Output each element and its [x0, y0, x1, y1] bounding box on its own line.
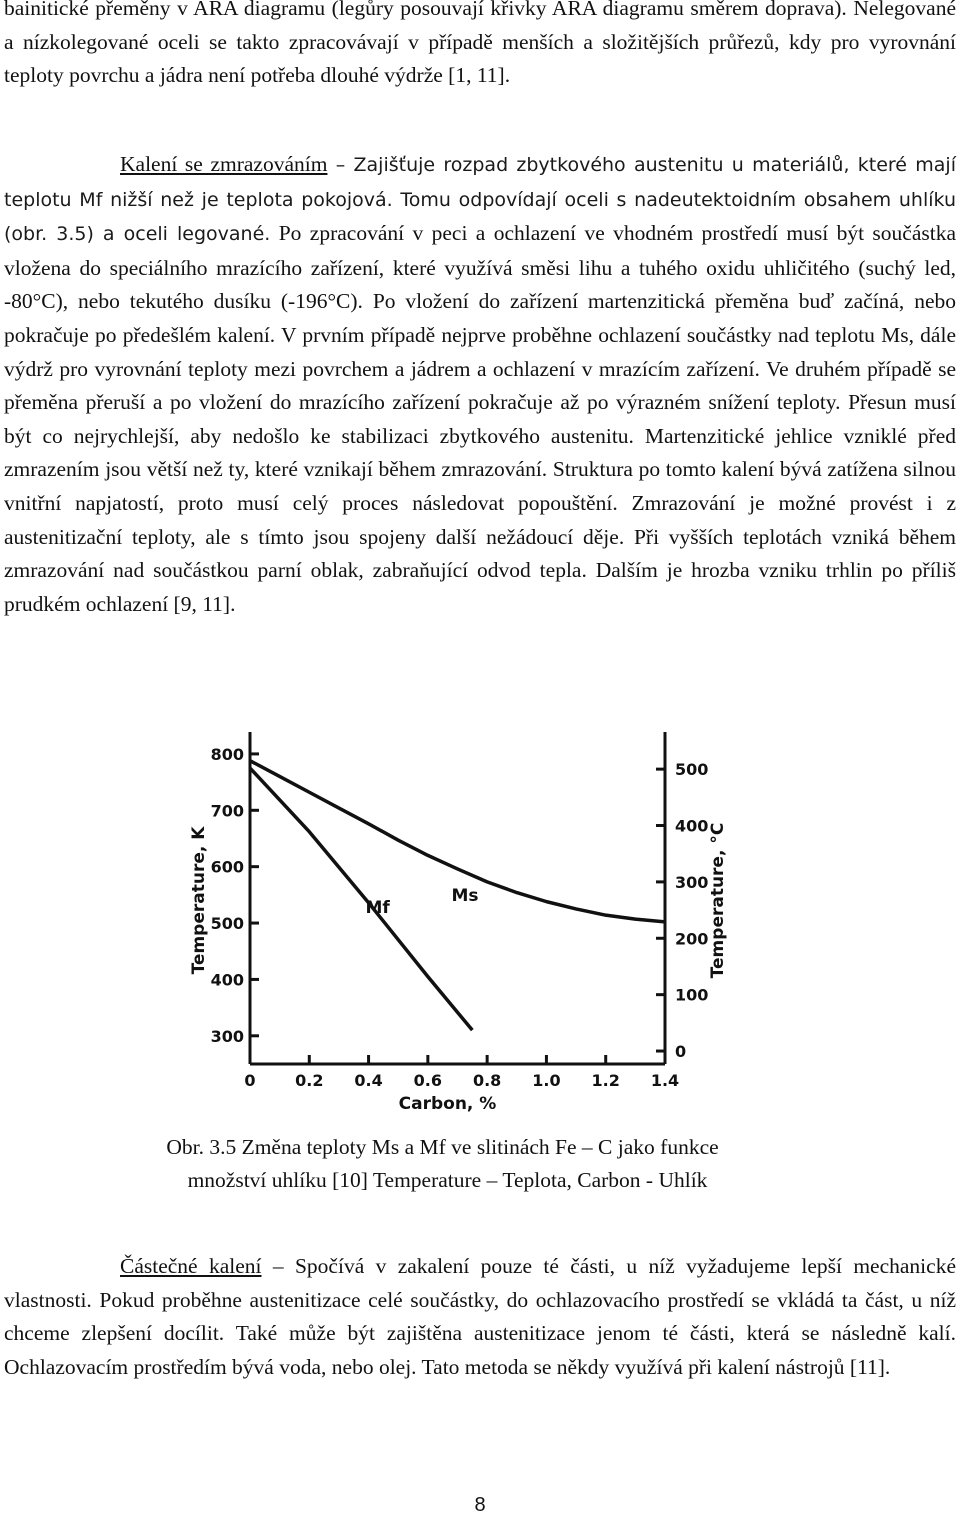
bottom-tick-label: 0.2 — [295, 1071, 324, 1090]
y-axis-left-title: Temperature, K — [189, 826, 209, 975]
series-label-mf: Mf — [365, 897, 390, 918]
left-tick-label: 700 — [210, 801, 244, 821]
section-title-freeze-hardening: Kalení se zmrazováním — [120, 152, 328, 176]
bottom-tick-label: 1.0 — [532, 1071, 561, 1090]
paragraph-partial-hardening — [4, 1250, 956, 1384]
left-tick-label: 300 — [210, 1026, 244, 1046]
bottom-tick-label: 1.4 — [650, 1071, 680, 1090]
bottom-tick-label: 0.8 — [472, 1071, 502, 1090]
y-axis-right-title: Temperature, °C — [708, 822, 728, 979]
right-tick-label: 0 — [675, 1042, 687, 1062]
left-tick-label: 800 — [210, 744, 244, 764]
paragraph-freeze-serif-part: Po zpracování v peci a ochlazení ve vhodném prostředí musí být součástka vložena do speciálního mrazícího zařízení, které využívá směsi lihu a tuhého oxidu uhličitého (suchý led, -80°C), nebo tekutého dusíku (-196°C). Po vložení do zařízení martenzitická přeměna buď začíná, nebo pokračuje po předešlém kalení. V prvním případě nejprve proběhne ochlazení součástky nad teplotu Ms, dále výdrž pro vyrovnání teploty mezi povrchem a jádrem a ochlazení v mrazícím zařízení. Ve druhém případě se přeměna přeruší a po vložení do mrazícího zařízení pokračuje až po výrazném snížení teploty. Přesun musí být co nejrychlejší, aby nedošlo ke stabilizaci zbytkového austenitu. Martenzitické jehlice vzniklé před zmrazením jsou větší než ty, které vznikají během zmrazování. Struktura po tomto kalení bývá zatížena silnou vnitřní napjatostí, proto musí celý proces následovat popouštění. Zmrazování je možné provést i z austenitizační teploty, ale s tímto jsou spojeny další nežádoucí děje. Při vyšších teplotách vzniká během zmrazování nad součástkou parní oblak, zabraňující odvod tepla. Dalším je hrozba vzniku trhlin po příliš prudkém ochlazení [9, 11]. — [4, 221, 957, 616]
figure-caption-line1: Obr. 3.5 Změna teploty Ms a Mf ve slitinách Fe – C jako funkce — [166, 1135, 719, 1159]
paragraph-freeze-sans-part: – Zajišťuje rozpad zbytkového austenitu u materiálů, které mají teplotu Mf nižší než je teplota pokojová. Tomu odpovídají oceli s nadeutektoidním obsahem uhlíku (obr. 3.5) a oceli legované. — [4, 154, 956, 246]
series-label-ms: Ms — [451, 885, 479, 906]
section-title-partial-hardening: Částečné kalení — [120, 1254, 262, 1278]
bottom-tick-label: 0.4 — [354, 1071, 383, 1090]
right-tick-label: 400 — [675, 816, 709, 836]
bottom-tick-label: 0.6 — [413, 1071, 443, 1090]
chart-svg — [180, 712, 728, 1122]
bottom-tick-label: 0 — [244, 1071, 256, 1090]
paragraph-partial-rest: – Spočívá v zakalení pouze té části, u níž vyžadujeme lepší mechanické vlastnosti. Pokud proběhne austenitizace celé součástky, do ochlazovacího prostředí se vkládá ta část, u níž chceme zlepšení docílit. Také může být zajištěna austenitizace jenom té části, která se následně kalí. Ochlazovacím prostředím bývá voda, nebo olej. Tato metoda se někdy využívá při kalení nástrojů [11]. — [4, 1254, 956, 1379]
bottom-tick-label: 1.2 — [591, 1071, 620, 1090]
page-number: 8 — [474, 1494, 486, 1516]
series-line-mf — [250, 768, 472, 1030]
right-tick-label: 200 — [675, 929, 709, 949]
left-tick-label: 400 — [210, 970, 244, 990]
paragraph-freeze-hardening — [4, 148, 956, 621]
right-tick-label: 100 — [675, 985, 709, 1005]
paragraph-intro: bainitické přeměny v ARA diagramu (legůry posouvají křivky ARA diagramu směrem doprava). Nelegované a nízkolegované oceli se takto zpracovávají v případě menších a složitějších průřezů, kdy pro vyrovnání teploty povrchu a jádra není potřeba dlouhé výdrže [1, 11]. — [4, 0, 956, 88]
left-tick-label: 600 — [210, 857, 244, 877]
left-tick-label: 500 — [210, 914, 244, 934]
right-tick-label: 300 — [675, 872, 709, 892]
x-axis-title: Carbon, % — [398, 1094, 497, 1114]
right-tick-label: 500 — [675, 760, 709, 780]
figure-ms-mf-chart — [180, 712, 728, 1122]
figure-caption-line2: množství uhlíku [10] Temperature – Teplota, Carbon - Uhlík — [187, 1168, 708, 1192]
